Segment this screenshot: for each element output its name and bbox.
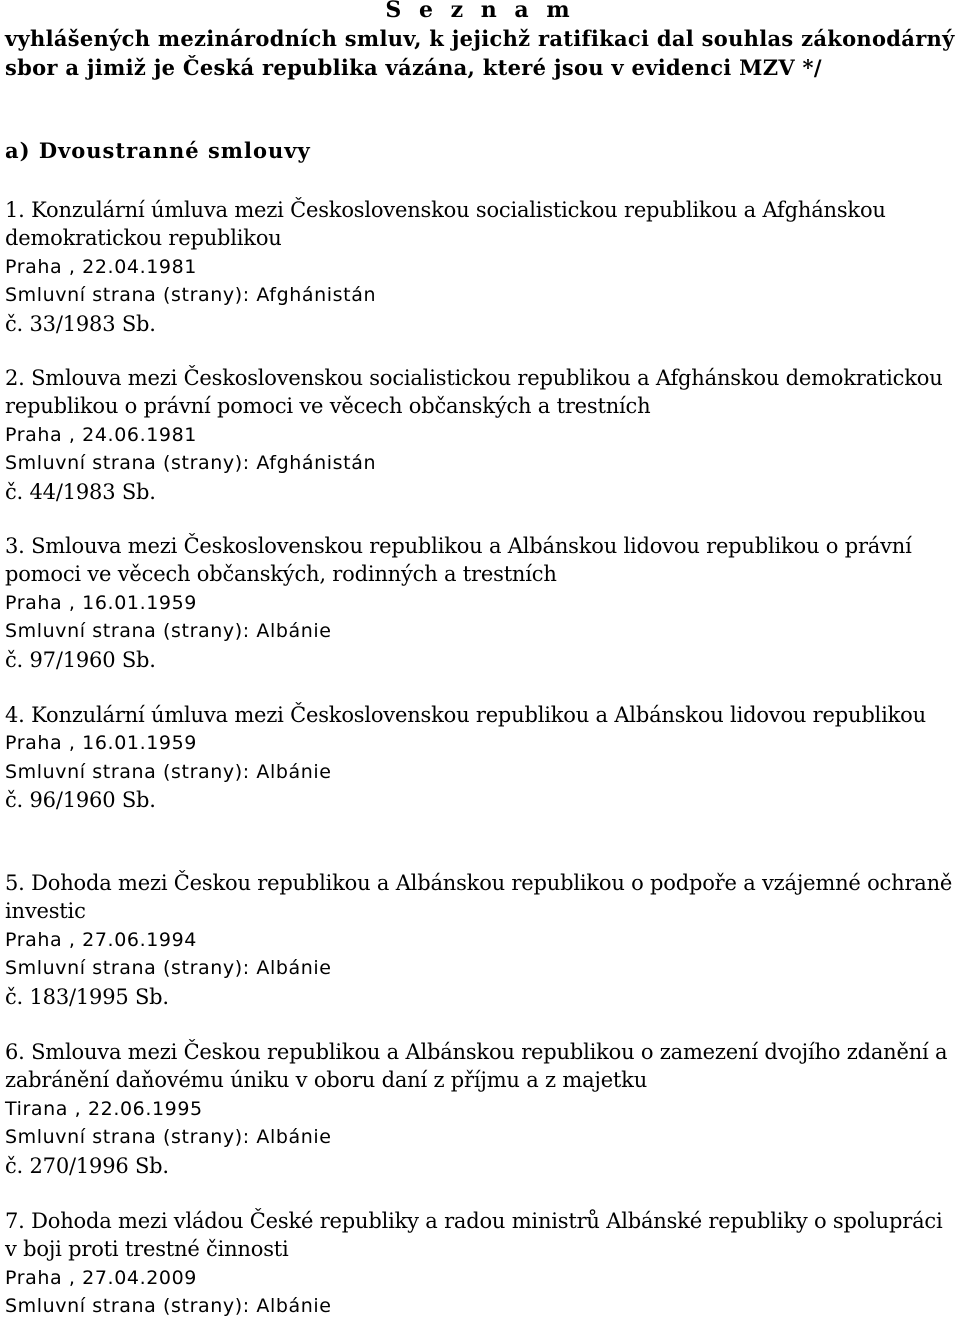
- treaty-entry: [5, 1038, 960, 1180]
- section-heading: a) Dvoustranné smlouvy: [5, 138, 311, 163]
- treaty-entry: [5, 1207, 960, 1321]
- treaty-title: Smlouva mezi Československou republikou a Albánskou lidovou republikou o právní pomoci ve věcech občanských, rodinných a trestních: [5, 534, 912, 587]
- treaty-place-date: Praha , 22.04.1981: [5, 255, 197, 278]
- treaty-entry: [5, 364, 960, 506]
- treaty-title: Konzulární úmluva mezi Československou socialistickou republikou a Afghánskou demokratickou republikou: [5, 198, 886, 251]
- treaty-title: Dohoda mezi Českou republikou a Albánskou republikou o podpoře a vzájemné ochraně investic: [5, 871, 953, 924]
- treaty-parties: Smluvní strana (strany): Albánie: [5, 1295, 332, 1318]
- treaty-name: [5, 364, 960, 421]
- treaty-place-date: Praha , 27.06.1994: [5, 928, 197, 951]
- treaty-number: 4.: [5, 703, 25, 727]
- treaty-title: Dohoda mezi vládou České republiky a radou ministrů Albánské republiky o spolupráci v boji proti trestné činnosti: [5, 1209, 943, 1262]
- treaty-number: 7.: [5, 1209, 25, 1233]
- treaty-place-date: Praha , 16.01.1959: [5, 591, 197, 614]
- treaty-name: [5, 532, 960, 589]
- treaty-parties: Smluvní strana (strany): Albánie: [5, 760, 332, 783]
- treaty-collection: č. 33/1983 Sb.: [5, 311, 156, 336]
- treaty-number: 3.: [5, 534, 25, 558]
- treaty-entry: [5, 532, 960, 674]
- treaty-collection: č. 183/1995 Sb.: [5, 984, 169, 1009]
- treaty-place-date: Praha , 27.04.2009: [5, 1266, 197, 1289]
- document-title: S e z n a m: [385, 0, 575, 23]
- treaty-parties: Smluvní strana (strany): Albánie: [5, 1126, 332, 1149]
- treaty-title: Smlouva mezi Československou socialistickou republikou a Afghánskou demokratickou republikou o právní pomoci ve věcech občanských a trestních: [5, 366, 943, 419]
- treaty-entry: [5, 701, 960, 815]
- treaty-parties: Smluvní strana (strany): Afghánistán: [5, 284, 377, 307]
- treaty-name: [5, 196, 960, 253]
- treaty-name: [5, 869, 960, 926]
- treaty-number: 6.: [5, 1040, 25, 1064]
- treaty-number: 2.: [5, 366, 25, 390]
- treaty-number: 5.: [5, 871, 25, 895]
- treaty-place-date: Praha , 24.06.1981: [5, 423, 197, 446]
- treaty-entry: [5, 869, 960, 1011]
- treaty-title: Konzulární úmluva mezi Československou republikou a Albánskou lidovou republikou: [31, 703, 926, 727]
- treaty-place-date: Tirana , 22.06.1995: [5, 1097, 203, 1120]
- treaty-number: 1.: [5, 198, 25, 222]
- treaty-name: [5, 1038, 960, 1095]
- treaty-entry: [5, 196, 960, 338]
- treaty-place-date: Praha , 16.01.1959: [5, 732, 197, 755]
- treaty-collection: č. 97/1960 Sb.: [5, 647, 156, 672]
- treaty-collection: č. 96/1960 Sb.: [5, 788, 156, 813]
- treaty-collection: č. 270/1996 Sb.: [5, 1153, 169, 1178]
- document-subtitle: vyhlášených mezinárodních smluv, k jejichž ratifikaci dal souhlas zákonodárný sbor a jimiž je Česká republika vázána, které jsou v evidenci MZV */: [5, 26, 955, 80]
- treaty-name: [5, 701, 960, 729]
- treaty-collection: č. 44/1983 Sb.: [5, 479, 156, 504]
- treaty-name: [5, 1207, 960, 1264]
- treaty-parties: Smluvní strana (strany): Albánie: [5, 620, 332, 643]
- treaty-parties: Smluvní strana (strany): Afghánistán: [5, 452, 377, 475]
- treaty-parties: Smluvní strana (strany): Albánie: [5, 957, 332, 980]
- treaty-title: Smlouva mezi Českou republikou a Albánskou republikou o zamezení dvojího zdanění a zabránění daňovému úniku v oboru daní z příjmu a z majetku: [5, 1040, 948, 1093]
